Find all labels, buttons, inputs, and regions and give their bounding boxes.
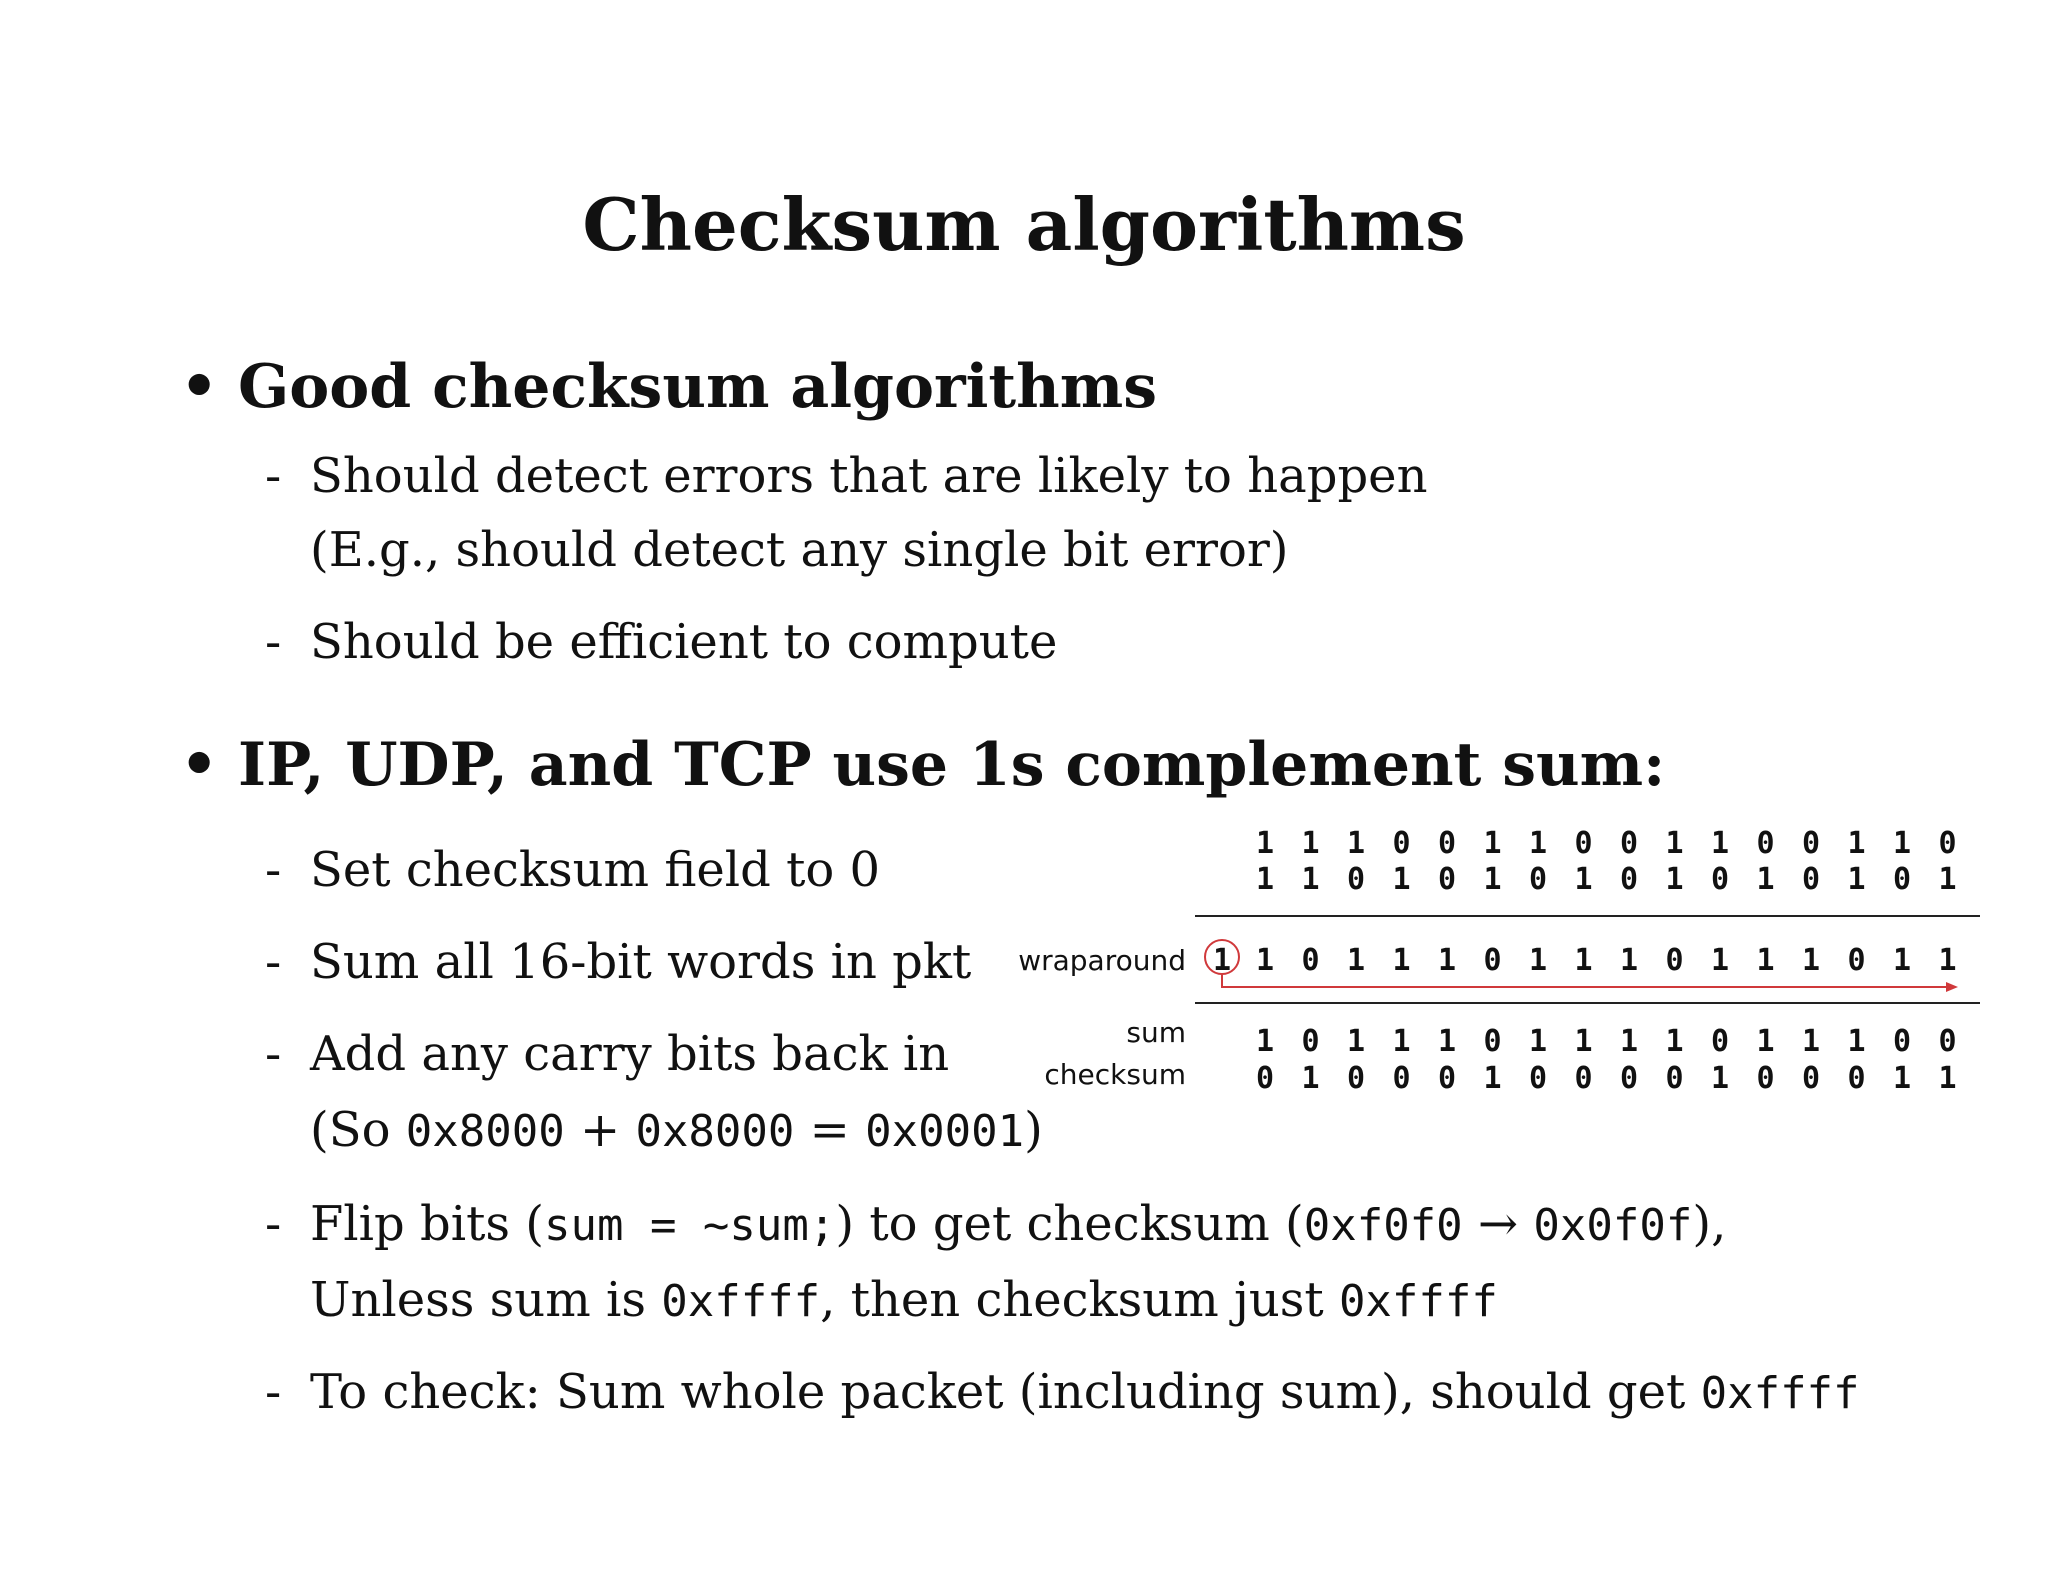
example-eq: = <box>794 1102 866 1158</box>
bullet-dot: • <box>180 730 219 800</box>
bit-digit: 1 <box>1574 862 1593 897</box>
bit-digit: 1 <box>1801 1024 1821 1059</box>
bit-digit: 0 <box>1892 862 1912 897</box>
bit-digit: 1 <box>1301 862 1320 897</box>
sub-dash: - <box>265 1364 282 1420</box>
unless-code-2: 0xffff <box>1338 1276 1498 1327</box>
sub-dash: - <box>265 448 282 504</box>
bit-digit: 0 <box>1801 862 1821 897</box>
bit-digit: 0 <box>1801 1061 1821 1096</box>
bit-digit: 0 <box>1301 943 1320 978</box>
unless-code-1: 0xffff <box>661 1276 821 1327</box>
sub-detect-errors-cont: (E.g., should detect any single bit error) <box>310 522 1289 578</box>
bit-digit: 1 <box>1710 826 1730 861</box>
sum-label: sum <box>1126 1016 1186 1049</box>
bit-digit: 1 <box>1938 862 1957 897</box>
bit-digit: 0 <box>1710 1024 1730 1059</box>
wraparound-annotation <box>1190 930 1990 1000</box>
bit-digit: 1 <box>1437 943 1457 978</box>
carry-example <box>310 1102 1043 1158</box>
bit-digit: 0 <box>1528 1061 1548 1096</box>
bit-digit: 1 <box>1710 1061 1730 1096</box>
unless-text-1: Unless sum is <box>310 1272 662 1328</box>
bit-digit: 1 <box>1619 943 1639 978</box>
sub-text: Set checksum field to 0 <box>310 842 881 898</box>
bullet-dot: • <box>180 352 219 422</box>
bullet-text: Good checksum algorithms <box>238 352 1157 422</box>
bit-digit: 1 <box>1437 1024 1457 1059</box>
flip-from: 0xf0f0 <box>1303 1200 1463 1251</box>
divider-line <box>1195 915 1980 917</box>
bit-digit: 0 <box>1710 862 1730 897</box>
bit-digit: 1 <box>1619 1024 1639 1059</box>
bullet-text: IP, UDP, and TCP use 1s complement sum: <box>238 730 1666 800</box>
slide-title: Checksum algorithms <box>582 182 1466 267</box>
bit-digit: 0 <box>1619 826 1639 861</box>
bit-digit: 0 <box>1892 1024 1912 1059</box>
bit-digit: 0 <box>1574 1061 1593 1096</box>
flip-code: sum = ~sum; <box>543 1200 836 1251</box>
bit-digit: 1 <box>1665 1024 1684 1059</box>
bit-digit: 1 <box>1392 943 1411 978</box>
check-code: 0xffff <box>1700 1368 1860 1419</box>
bit-digit: 1 <box>1892 826 1912 861</box>
sub-dash: - <box>265 842 282 898</box>
bit-digit: 0 <box>1574 826 1593 861</box>
bit-digit: 0 <box>1847 1061 1866 1096</box>
bit-digit: 0 <box>1619 1061 1639 1096</box>
wraparound-label: wraparound <box>1018 944 1186 977</box>
sub-text: Should detect errors that are likely to happen <box>310 448 1428 504</box>
bit-digit: 1 <box>1346 1024 1366 1059</box>
bit-digit: 0 <box>1665 943 1684 978</box>
unless-text-2: , then checksum just <box>820 1272 1339 1328</box>
bit-digit: 1 <box>1892 943 1912 978</box>
bit-digit: 1 <box>1938 943 1957 978</box>
sub-text: Add any carry bits back in <box>310 1026 950 1082</box>
sub-text <box>310 1364 1860 1420</box>
arrow-icon <box>1946 982 1958 992</box>
bit-digit: 1 <box>1574 943 1593 978</box>
sub-text: Should be efficient to compute <box>310 614 1058 670</box>
bit-digit: 0 <box>1437 826 1457 861</box>
flip-bits-cont <box>310 1272 1498 1328</box>
bit-digit: 0 <box>1392 826 1411 861</box>
bit-digit: 0 <box>1756 826 1775 861</box>
bit-digit: 1 <box>1528 943 1548 978</box>
bit-digit: 1 <box>1847 862 1866 897</box>
bit-digit: 1 <box>1301 826 1320 861</box>
bit-digit: 0 <box>1528 862 1548 897</box>
bit-digit: 1 <box>1392 1024 1411 1059</box>
bit-digit: 0 <box>1938 1024 1957 1059</box>
bit-digit: 0 <box>1301 1024 1320 1059</box>
check-text: To check: Sum whole packet (including sum), should get <box>310 1364 1701 1420</box>
bit-digit: 1 <box>1756 1024 1775 1059</box>
example-open: (So <box>310 1102 406 1158</box>
checksum-label: checksum <box>1044 1058 1186 1091</box>
flip-text-3: ), <box>1692 1196 1727 1252</box>
arrow-icon: → <box>1462 1196 1534 1252</box>
bit-digit: 1 <box>1255 943 1275 978</box>
bit-digit: 0 <box>1483 943 1502 978</box>
carry-digit: 1 <box>1212 943 1232 978</box>
example-b: 0x8000 <box>635 1106 795 1157</box>
example-a: 0x8000 <box>405 1106 565 1157</box>
bit-digit: 1 <box>1665 826 1684 861</box>
wraparound-arrow-line <box>1222 974 1948 987</box>
bit-digit: 1 <box>1938 1061 1957 1096</box>
bit-digit: 1 <box>1483 826 1502 861</box>
bit-digit: 0 <box>1756 1061 1775 1096</box>
bit-digit: 0 <box>1437 1061 1457 1096</box>
bit-digit: 1 <box>1756 862 1775 897</box>
bit-digit: 0 <box>1619 862 1639 897</box>
bit-digit: 1 <box>1483 1061 1502 1096</box>
example-plus: + <box>564 1102 636 1158</box>
bit-digit: 0 <box>1346 1061 1366 1096</box>
bit-digit: 1 <box>1528 826 1548 861</box>
flip-text-2: ) to get checksum ( <box>835 1196 1304 1252</box>
bit-digit: 0 <box>1801 826 1821 861</box>
bit-digit: 1 <box>1483 862 1502 897</box>
bit-digit: 1 <box>1301 1061 1320 1096</box>
example-c: 0x0001 <box>865 1106 1025 1157</box>
bit-digit: 0 <box>1437 862 1457 897</box>
bit-digit: 1 <box>1392 862 1411 897</box>
sub-dash: - <box>265 1196 282 1252</box>
sub-dash: - <box>265 614 282 670</box>
sub-dash: - <box>265 934 282 990</box>
bit-digit: 0 <box>1483 1024 1502 1059</box>
bit-digit: 1 <box>1255 1024 1275 1059</box>
bit-digit: 1 <box>1710 943 1730 978</box>
sub-dash: - <box>265 1026 282 1082</box>
bit-digit: 0 <box>1392 1061 1411 1096</box>
bit-digit: 0 <box>1255 1061 1275 1096</box>
sub-text <box>310 1196 1726 1252</box>
bit-digit: 0 <box>1847 943 1866 978</box>
bit-digit: 1 <box>1847 826 1866 861</box>
bit-digit: 1 <box>1346 826 1366 861</box>
bit-digit: 1 <box>1847 1024 1866 1059</box>
bit-digit: 0 <box>1665 1061 1684 1096</box>
bit-digit: 1 <box>1255 826 1275 861</box>
bit-digit: 1 <box>1528 1024 1548 1059</box>
flip-text-1: Flip bits ( <box>310 1196 544 1252</box>
example-close: ) <box>1024 1102 1043 1158</box>
flip-to: 0x0f0f <box>1533 1200 1693 1251</box>
bit-digit: 0 <box>1938 826 1957 861</box>
bit-digit: 1 <box>1574 1024 1593 1059</box>
carry-circle <box>1205 940 1239 974</box>
bit-digit: 1 <box>1346 943 1366 978</box>
bit-digit: 0 <box>1346 862 1366 897</box>
bit-digit: 1 <box>1665 862 1684 897</box>
bit-digit: 1 <box>1756 943 1775 978</box>
bit-digit: 1 <box>1892 1061 1912 1096</box>
bit-digit: 1 <box>1801 943 1821 978</box>
sub-text: Sum all 16-bit words in pkt <box>310 934 972 990</box>
bit-digit: 1 <box>1255 862 1275 897</box>
divider-line <box>1195 1002 1980 1004</box>
